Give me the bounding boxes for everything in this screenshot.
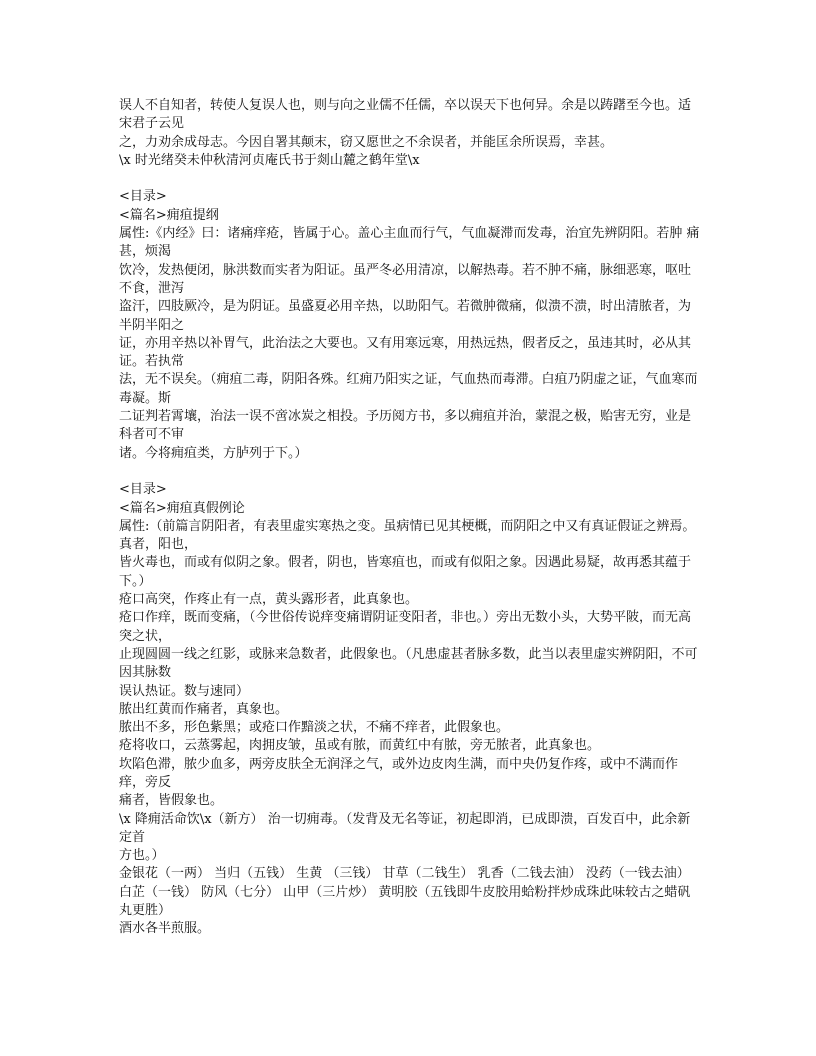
toc-marker: <目录> (119, 189, 167, 205)
preface-block (119, 97, 701, 170)
text-line: 误人不自知者，转使人复误人也，则与向之业儒不任儒，卒以误天下也何异。余是以踌躇至今也。适宋君子云见 (119, 98, 692, 132)
toc-marker: <目录> (119, 482, 167, 498)
text-line: 白芷（一钱） 防风（七分） 山甲（三片炒） 黄明胶（五钱即牛皮胶用蛤粉拌炒成珠此味较古之蜡矾丸更胜） (119, 884, 691, 919)
text-line: 二证判若霄壤，治法一误不啻冰炭之相投。予历阅方书，多以痈疽并治，蒙混之极，贻害无穷，业是科者可不审 (119, 409, 692, 443)
text-line: 疮口作痒，既而变痛，（今世俗传说痒变痛谓阴证变阳者，非也。）旁出无数小头，大势平陂，而无高突之状， (119, 610, 692, 644)
blank-line (119, 170, 701, 188)
section-yongju-zhenjia (119, 481, 701, 938)
text-line: 酒水各半煎服。 (119, 921, 211, 937)
text-line: 证，亦用辛热以补胃气，此治法之大要也。又有用寒远寒，用热远热，假者反之，虽违其时，必从其证。若执常 (119, 335, 692, 370)
text-line: 属性:《内经》曰：诸痛痒疮，皆属于心。盖心主血而行气，气血凝滞而发毒，治宜先辨阴阳。若肿 痛甚，烦渴 (119, 226, 700, 260)
text-line: 疮将收口，云蒸雾起，肉拥皮皱，虽或有脓，而黄红中有脓，旁无脓者，此真象也。 (119, 738, 601, 754)
text-line: 饮冷，发热便闭，脉洪数而实者为阳证。虽严冬必用清凉，以解热毒。若不肿不痛，脉细恶寒，呕吐不食，泄泻 (119, 262, 692, 296)
text-line: 方也。） (119, 848, 165, 864)
text-line: 属性:（前篇言阴阳者，有表里虚实寒热之变。虽病情已见其梗概，而阴阳之中又有真证假证之辨焉。真者，阳也， (119, 518, 696, 553)
text-line: 金银花（一两） 当归（五钱） 生黄 （三钱） 甘草（二钱生） 乳香（二钱去油） 没药（一钱去油） (119, 866, 690, 882)
text-line: 皆火毒也，而或有似阴之象。假者，阴也，皆寒疽也，而或有似阳之象。因遇此易疑，故再悉其蕴于下。） (119, 555, 692, 589)
document-page (119, 97, 701, 939)
text-line: 法，无不误矣。（痈疽二毒，阴阳各殊。红痈乃阳实之证，气血热而毒滞。白疽乃阴虚之证，气血寒而毒凝。斯 (119, 372, 698, 406)
text-line: 盗汗，四肢厥冷，是为阴证。虽盛夏必用辛热，以助阳气。若微肿微痛，似溃不溃，时出清脓者，为半阴半阳之 (119, 299, 692, 333)
text-line: 坎陷色滞，脓少血多，两旁皮肤全无润泽之气，或外边皮肉生满，而中央仍复作疼，或中不满而作痒，旁反 (119, 756, 679, 790)
section-title: <篇名>痈疽提纲 (119, 207, 219, 223)
text-line: 脓出红黄而作痛者，真象也。 (119, 701, 289, 717)
section-title: <篇名>痈疽真假例论 (119, 500, 245, 516)
text-line: 脓出不多，形色紫黑；或疮口作黯淡之状，不痛不痒者，此假象也。 (119, 720, 510, 736)
text-line: 疮口高突，作疼止有一点，黄头露形者，此真象也。 (119, 592, 419, 608)
section-yongju-tigang (119, 188, 701, 462)
text-line: 痛者，皆假象也。 (119, 793, 224, 809)
text-line: 诸。今将痈疽类，方胪列于下。） (119, 445, 308, 461)
blank-line (119, 463, 701, 481)
text-line: 之，力劝余成母志。今因自署其颠末，窃又愿世之不余误者，并能匡余所误焉，幸甚。 (119, 134, 614, 150)
text-line: \x 时光绪癸未仲秋清河贞庵氏书于剡山麓之鹤年堂\x (119, 152, 420, 168)
text-line: 止现圆圆一线之红影，或脉来急数者，此假象也。（凡患虚甚者脉多数，此当以表里虚实辨阴阳，不可因其脉数 (119, 646, 698, 681)
text-line: 误认热证。数与速同） (119, 683, 250, 699)
text-line: \x 降痈活命饮\x（新方） 治一切痈毒。（发背及无名等证，初起即消，已成即溃，百发百中，此余新定首 (119, 811, 691, 845)
